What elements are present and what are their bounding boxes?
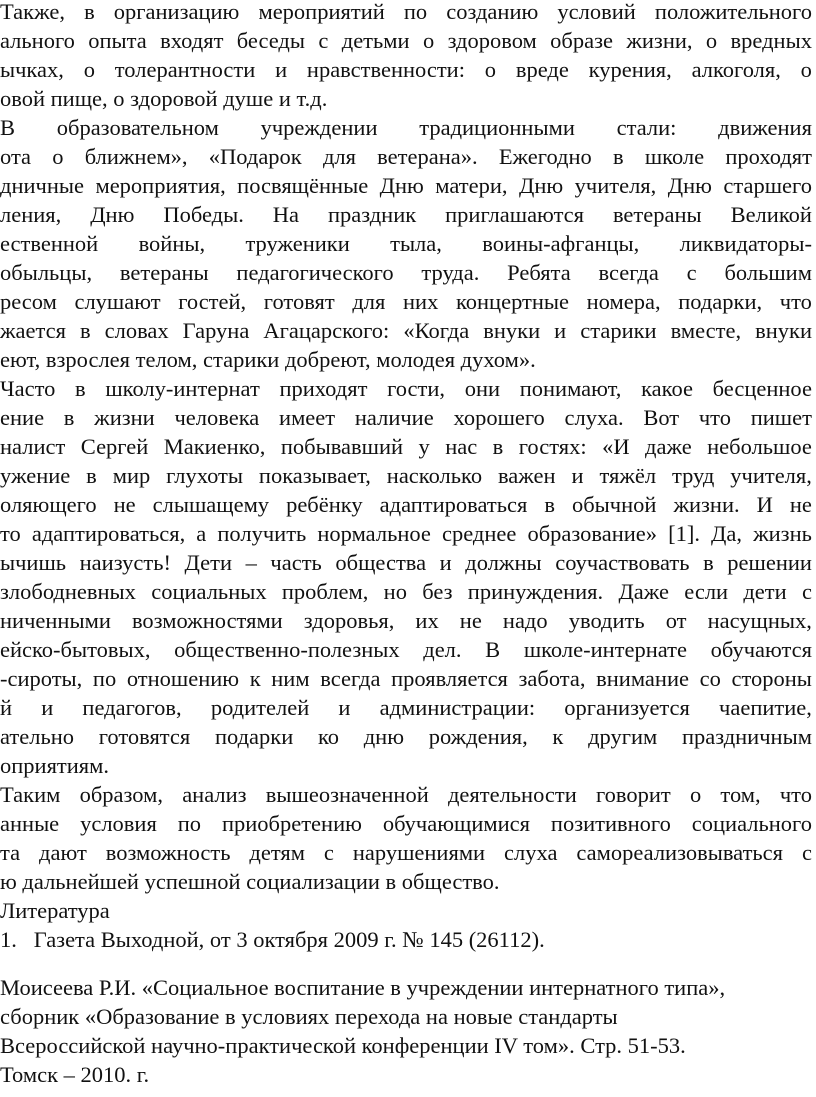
- word: ребёнку: [286, 492, 363, 517]
- text-line: [0, 114, 812, 141]
- word: Даже: [618, 579, 670, 604]
- word: администрации:: [379, 695, 536, 720]
- word: готовят: [263, 289, 335, 314]
- word: обычной: [571, 492, 657, 517]
- word: тыла,: [390, 231, 442, 256]
- word: ветераны: [119, 260, 209, 285]
- word: о: [52, 144, 64, 169]
- text-line: ю дальнейшей успешной социализации в общество.: [0, 869, 500, 894]
- word: в: [75, 376, 86, 401]
- text-line: [0, 520, 812, 547]
- word: ужение: [0, 463, 71, 488]
- word: образе: [550, 28, 613, 53]
- word: о: [689, 782, 702, 807]
- word: дню: [363, 724, 405, 749]
- word: входят: [160, 28, 224, 53]
- word: приходят: [279, 376, 368, 401]
- word: важен: [497, 463, 556, 488]
- word: труда.: [421, 260, 480, 285]
- reference-line: Всероссийской научно-практической конференции IV том». Стр. 51-53.: [0, 1033, 686, 1058]
- word: Ежегодно: [498, 144, 592, 169]
- word: ота: [0, 144, 32, 169]
- word: имеет: [279, 405, 336, 430]
- word: воины-афганцы,: [482, 231, 640, 256]
- word: проблем,: [281, 579, 369, 604]
- word: насколько: [386, 463, 483, 488]
- word: Победы.: [163, 202, 244, 227]
- word: школу-интернат: [105, 376, 260, 401]
- word: социальных: [151, 579, 267, 604]
- word: жизни,: [626, 28, 693, 53]
- word: нравственности:: [306, 57, 465, 82]
- word: о: [800, 57, 812, 82]
- word: здоровом: [447, 28, 537, 53]
- word: наличие: [354, 405, 434, 430]
- word: дничные: [0, 173, 84, 198]
- word: с: [801, 840, 812, 865]
- word: Дню: [90, 202, 135, 227]
- word: И: [756, 492, 773, 517]
- word: слушают: [74, 289, 161, 314]
- word: у: [418, 434, 430, 459]
- word: надо: [502, 608, 548, 633]
- word: деятельности: [447, 782, 577, 807]
- word: образом,: [79, 782, 163, 807]
- word: проходят: [725, 144, 812, 169]
- word: с: [318, 28, 329, 53]
- word: них: [403, 289, 439, 314]
- word: организацию: [113, 0, 240, 24]
- word: говорит: [595, 782, 671, 807]
- word: о: [484, 57, 497, 82]
- word: Вот: [643, 405, 680, 430]
- text-line: [0, 201, 812, 228]
- word: наизусть!: [79, 550, 171, 575]
- word: о: [83, 57, 95, 82]
- word: но: [383, 579, 407, 604]
- word: забота,: [518, 666, 586, 691]
- word: ко: [317, 724, 340, 749]
- word: гостей,: [178, 289, 247, 314]
- text-line: [0, 375, 812, 402]
- word: отношению: [126, 666, 240, 691]
- word: пишет: [750, 405, 812, 430]
- word: налист: [0, 434, 66, 459]
- word: среднее: [441, 521, 517, 546]
- text-line: [0, 607, 812, 634]
- text-line: [0, 723, 812, 750]
- word: том,: [720, 782, 761, 807]
- word: слуха.: [564, 405, 624, 430]
- word: Дню: [379, 173, 424, 198]
- word: то: [0, 521, 21, 546]
- word: с: [686, 260, 697, 285]
- word: ение: [0, 405, 45, 430]
- word: старики: [580, 318, 657, 343]
- word: в: [63, 405, 75, 430]
- word: в: [703, 550, 714, 575]
- text-line: [0, 56, 812, 83]
- word: соучаствовать: [555, 550, 690, 575]
- word: алкоголя,: [691, 57, 781, 82]
- word: для: [322, 144, 356, 169]
- text-line: [0, 288, 812, 315]
- word: в: [84, 0, 95, 24]
- word: ления,: [0, 202, 62, 227]
- reference-line: сборник «Образование в условиях перехода на новые стандарты: [0, 1004, 618, 1029]
- word: анализ: [182, 782, 247, 807]
- word: жизнь: [753, 521, 812, 546]
- word: они: [464, 376, 501, 401]
- text-line: [0, 259, 812, 286]
- word: решении: [727, 550, 812, 575]
- text-line: [0, 694, 812, 721]
- text-line: [0, 462, 812, 489]
- word: й: [0, 695, 13, 720]
- word: побывавший: [280, 434, 404, 459]
- word: стороны: [731, 666, 812, 691]
- word: обучающимися: [382, 811, 531, 836]
- word: и: [439, 550, 452, 575]
- word: понимают,: [519, 376, 622, 401]
- word: в: [86, 463, 97, 488]
- word: ейско-бытовых,: [0, 637, 151, 662]
- word: мир: [112, 463, 151, 488]
- word: без: [422, 579, 453, 604]
- word: не: [459, 608, 482, 633]
- word: социального: [691, 811, 812, 836]
- word: готовятся: [98, 724, 191, 749]
- word: в: [79, 318, 91, 343]
- word: о: [705, 28, 718, 53]
- text-line: [0, 317, 812, 344]
- word: Макиенко,: [163, 434, 266, 459]
- word: с: [323, 840, 334, 865]
- word: Таким: [0, 782, 61, 807]
- word: ресом: [0, 289, 57, 314]
- word: ниченными: [0, 608, 111, 633]
- word: нарушениями: [352, 840, 486, 865]
- word: посвящённые: [237, 173, 369, 198]
- word: от: [665, 608, 687, 633]
- word: не: [113, 492, 136, 517]
- word: возможностями: [131, 608, 283, 633]
- word: Часто: [0, 376, 56, 401]
- word: получить: [217, 521, 307, 546]
- word: если: [684, 579, 729, 604]
- word: Дети: [184, 550, 233, 575]
- word: ветерана».: [377, 144, 478, 169]
- word: подарки: [214, 724, 294, 749]
- text-line: [0, 665, 812, 692]
- word: –: [245, 550, 257, 575]
- word: В: [0, 115, 16, 140]
- word: мероприятий: [258, 0, 385, 24]
- word: школе-интернате: [523, 637, 688, 662]
- word: жизни.: [673, 492, 740, 517]
- word: часть: [270, 550, 322, 575]
- word: положительного: [654, 0, 812, 24]
- word: ычишь: [0, 550, 67, 575]
- word: номера,: [586, 289, 661, 314]
- references-heading: Литература: [0, 898, 110, 923]
- word: не: [789, 492, 812, 517]
- word: к: [552, 724, 564, 749]
- word: учреждении: [260, 115, 378, 140]
- word: другим: [588, 724, 658, 749]
- word: гости,: [387, 376, 446, 401]
- text-line: овой пище, о здоровой душе и т.д.: [0, 86, 328, 111]
- word: традиционными: [419, 115, 575, 140]
- word: детьми: [341, 28, 410, 53]
- word: На: [272, 202, 300, 227]
- word: чаепитие,: [719, 695, 812, 720]
- word: вреде: [515, 57, 569, 82]
- word: курения,: [588, 57, 672, 82]
- word: созданию: [446, 0, 539, 24]
- word: педагогического: [236, 260, 394, 285]
- word: опыта: [88, 28, 147, 53]
- word: подарки,: [678, 289, 763, 314]
- word: и: [338, 695, 351, 720]
- word: детям: [249, 840, 305, 865]
- text-line: [0, 143, 812, 170]
- word: человека: [174, 405, 260, 430]
- reference-item: 1. Газета Выходной, от 3 октября 2009 г. № 145 (26112).: [0, 927, 545, 952]
- word: праздник: [327, 202, 417, 227]
- word: адаптироваться,: [31, 521, 186, 546]
- word: внуки: [483, 318, 541, 343]
- word: большим: [724, 260, 812, 285]
- text-line: [0, 491, 812, 518]
- word: общества: [335, 550, 427, 575]
- word: концертные: [455, 289, 570, 314]
- word: приглашаются: [445, 202, 585, 227]
- word: по: [177, 811, 202, 836]
- word: труд: [672, 463, 715, 488]
- word: дети: [743, 579, 787, 604]
- word: ального: [0, 28, 75, 53]
- word: организуется: [564, 695, 690, 720]
- word: движения: [718, 115, 812, 140]
- word: вместе,: [670, 318, 742, 343]
- text-line: [0, 0, 812, 25]
- word: и: [571, 463, 584, 488]
- word: что: [698, 405, 731, 430]
- word: здоровья,: [303, 608, 395, 633]
- word: показывает,: [258, 463, 371, 488]
- word: о: [422, 28, 435, 53]
- word: нас: [445, 434, 478, 459]
- word: даже: [645, 434, 692, 459]
- word: дают: [39, 840, 87, 865]
- text-line: еют, взрослея телом, старики добреют, молодея духом».: [0, 347, 536, 372]
- word: стали:: [616, 115, 677, 140]
- word: ликвидаторы-: [679, 231, 812, 256]
- word: войны,: [138, 231, 206, 256]
- text-line: [0, 27, 812, 54]
- word: условий: [557, 0, 636, 24]
- word: в: [544, 492, 555, 517]
- word: учителя,: [574, 173, 657, 198]
- text-line: [0, 578, 812, 605]
- word: а: [196, 521, 207, 546]
- word: самореализовываться: [576, 840, 783, 865]
- word: злободневных: [0, 579, 136, 604]
- word: со: [699, 666, 721, 691]
- word: Да,: [711, 521, 743, 546]
- word: жается: [0, 318, 66, 343]
- word: вредных: [730, 28, 812, 53]
- word: мероприятия,: [95, 173, 226, 198]
- word: насущных,: [707, 608, 812, 633]
- word: условия: [80, 811, 157, 836]
- word: жизни: [94, 405, 155, 430]
- word: ближнем»,: [84, 144, 188, 169]
- word: тяжёл: [599, 463, 657, 488]
- word: что: [779, 289, 812, 314]
- word: для: [352, 289, 386, 314]
- word: дел.: [423, 637, 462, 662]
- word: родителей: [210, 695, 310, 720]
- word: нормальное: [317, 521, 431, 546]
- word: по: [403, 0, 428, 24]
- word: педагогов,: [82, 695, 182, 720]
- word: что: [779, 782, 812, 807]
- word: Дню: [518, 173, 564, 198]
- word: Великой: [730, 202, 812, 227]
- word: и: [554, 318, 567, 343]
- text-line: [0, 230, 812, 257]
- text-line: [0, 433, 812, 460]
- word: «И: [602, 434, 630, 459]
- word: праздничным: [681, 724, 812, 749]
- text-line: [0, 636, 812, 663]
- word: беседы: [236, 28, 305, 53]
- word: рождения,: [428, 724, 528, 749]
- word: Сергей: [80, 434, 149, 459]
- word: «Когда: [403, 318, 470, 343]
- word: внимание: [596, 666, 689, 691]
- word: всегда: [320, 666, 381, 691]
- word: Агацарского:: [263, 318, 390, 343]
- word: небольшое: [707, 434, 812, 459]
- word: анные: [0, 811, 60, 836]
- word: обыльцы,: [0, 260, 93, 285]
- word: внуки: [755, 318, 812, 343]
- word: принуждения.: [467, 579, 604, 604]
- word: учителя,: [730, 463, 812, 488]
- word: в: [492, 434, 504, 459]
- word: ательно: [0, 724, 75, 749]
- word: должны: [465, 550, 542, 575]
- word: приобретению: [221, 811, 362, 836]
- word: ычках,: [0, 57, 64, 82]
- word: с: [801, 579, 812, 604]
- word: матери,: [435, 173, 508, 198]
- text-line: [0, 810, 812, 837]
- text-line: [0, 172, 812, 199]
- word: в: [613, 144, 624, 169]
- reference-line: Моисеева Р.И. «Социальное воспитание в учреждении интернатного типа»,: [0, 975, 726, 1000]
- word: к: [249, 666, 261, 691]
- word: [1].: [668, 521, 700, 546]
- word: образование»: [527, 521, 658, 546]
- word: школе: [644, 144, 705, 169]
- word: ественной: [0, 231, 99, 256]
- word: возможность: [105, 840, 231, 865]
- word: та: [0, 840, 21, 865]
- word: уводить: [568, 608, 645, 633]
- word: бесценное: [712, 376, 812, 401]
- word: -сироты,: [0, 666, 83, 691]
- word: словах: [104, 318, 169, 343]
- word: какое: [641, 376, 693, 401]
- word: Дню: [667, 173, 712, 198]
- word: старшего: [723, 173, 812, 198]
- word: общественно-полезных: [174, 637, 400, 662]
- text-line: [0, 839, 812, 866]
- word: глухоты: [166, 463, 244, 488]
- word: всегда: [598, 260, 659, 285]
- word: ветераны: [612, 202, 702, 227]
- word: образовательном: [56, 115, 219, 140]
- word: слышащему: [152, 492, 270, 517]
- word: Также,: [0, 0, 65, 24]
- word: обучаются: [710, 637, 812, 662]
- word: проявляется: [391, 666, 508, 691]
- word: ним: [271, 666, 310, 691]
- text-line: [0, 404, 812, 431]
- word: и: [41, 695, 54, 720]
- word: труженики: [245, 231, 350, 256]
- word: и: [275, 57, 288, 82]
- word: толерантности: [114, 57, 256, 82]
- word: позитивного: [550, 811, 671, 836]
- text-line: [0, 549, 812, 576]
- word: оляющего: [0, 492, 97, 517]
- word: слуха: [504, 840, 558, 865]
- text-line: оприятиям.: [0, 753, 110, 778]
- word: «Подарок: [208, 144, 302, 169]
- word: адаптироваться: [379, 492, 528, 517]
- word: Ребята: [507, 260, 571, 285]
- word: хорошего: [453, 405, 545, 430]
- text-line: [0, 781, 812, 808]
- word: по: [92, 666, 117, 691]
- word: гостях:: [518, 434, 587, 459]
- word: их: [415, 608, 439, 633]
- word: В: [485, 637, 501, 662]
- word: Гаруна: [182, 318, 250, 343]
- word: вышеозначенной: [265, 782, 429, 807]
- reference-line: Томск – 2010. г.: [0, 1062, 150, 1087]
